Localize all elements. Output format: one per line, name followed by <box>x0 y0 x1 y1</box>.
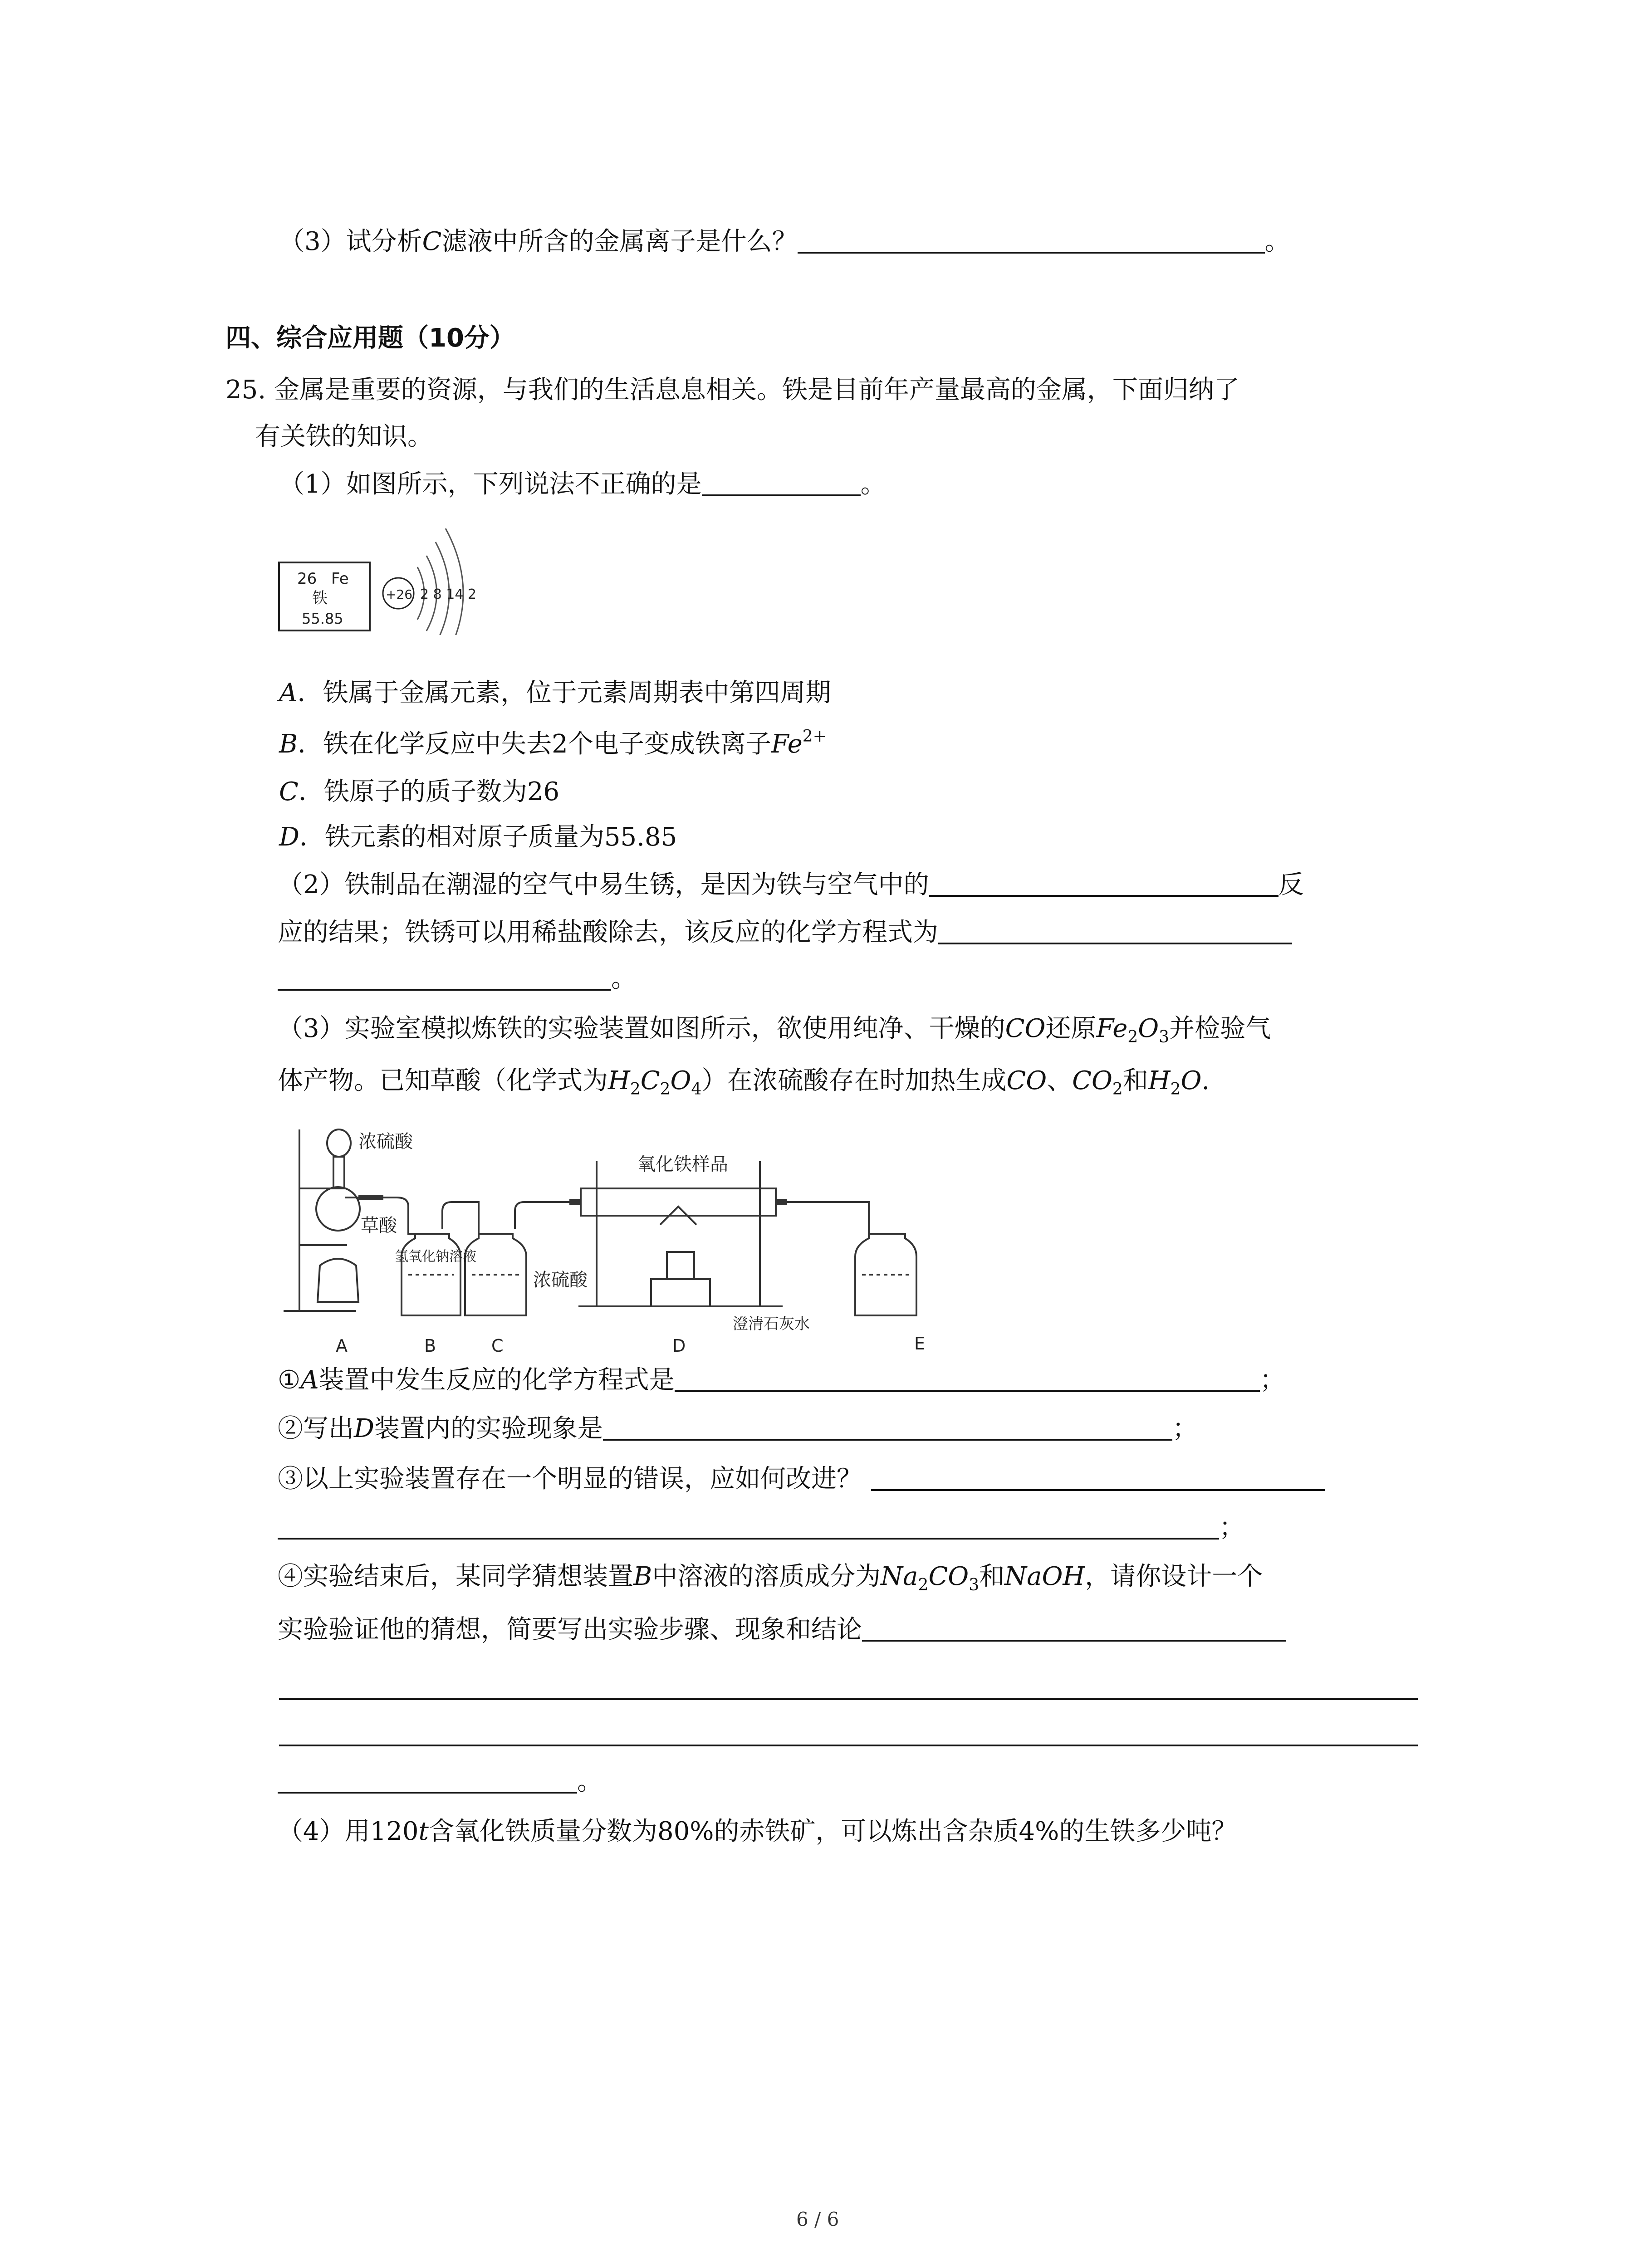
q25-part3-line1: （3）实验室模拟炼铁的实验装置如图所示，欲使用纯净、干燥的CO还原$Fe_2O_3$并检验气 <box>278 1014 1271 1046</box>
label-c: C <box>491 1336 504 1356</box>
atomic-mass: 55.85 <box>302 610 343 627</box>
q25-sub4-line5: 。 <box>278 1769 603 1794</box>
label-e: E <box>914 1334 926 1354</box>
label-a: A <box>336 1336 348 1356</box>
q25-stem-line2: 有关铁的知识。 <box>255 422 433 451</box>
option-c: C．铁原子的质子数为26 <box>279 777 560 807</box>
element-symbol: Fe <box>331 570 349 588</box>
ironmaking-apparatus-diagram <box>279 1116 987 1361</box>
page-number: 6 / 6 <box>796 2208 839 2230</box>
q25-part4: （4）用120t含氧化铁质量分数为80%的赤铁矿，可以炼出含杂质4%的生铁多少吨？ <box>278 1817 1237 1846</box>
option-b: B．铁在化学反应中失去2个电子变成铁离子$Fe^{2+}$ <box>279 727 827 759</box>
answer-blank[interactable] <box>938 924 1292 944</box>
answer-blank[interactable] <box>675 1372 1260 1392</box>
answer-blank[interactable] <box>871 1471 1325 1491</box>
label-oxalic: 草酸 <box>361 1215 397 1236</box>
answer-blank[interactable] <box>603 1421 1172 1441</box>
q25-sub3-line1: ③以上实验装置存在一个明显的错误，应如何改进？ <box>278 1466 1325 1492</box>
element-name: 铁 <box>312 589 328 607</box>
label-d: D <box>672 1336 686 1356</box>
label-b: B <box>424 1336 436 1356</box>
q25-sub4-line1: ④实验结束后，某同学猜想装置B中溶液的溶质成分为$Na_2CO_3$和NaOH，请你设计一个 <box>278 1562 1263 1594</box>
label-limewater: 澄清石灰水 <box>733 1315 810 1333</box>
answer-blank[interactable] <box>862 1622 1286 1642</box>
answer-line[interactable] <box>279 1698 1418 1700</box>
iron-element-diagram <box>277 513 513 635</box>
label-conc-acid-top: 浓硫酸 <box>358 1131 413 1152</box>
label-conc-acid-c: 浓硫酸 <box>533 1270 588 1290</box>
q25-part3-line2: 体产物。已知草酸（化学式为$H_2C_2O_4$）在浓硫酸存在时加热生成CO、$CO_2$和$H_2O$. <box>278 1066 1210 1099</box>
atomic-number: 26 <box>297 570 317 588</box>
label-sample: 氧化铁样品 <box>637 1154 728 1175</box>
answer-blank[interactable] <box>929 877 1279 897</box>
nucleus-charge: +26 <box>386 587 413 602</box>
q25-part2-line2: 应的结果；铁锈可以用稀盐酸除去，该反应的化学方程式为 <box>278 920 1292 945</box>
section-heading: 四、综合应用题（10分） <box>225 323 515 353</box>
answer-blank[interactable] <box>278 1774 577 1794</box>
q25-stem-line1: 25. 金属是重要的资源，与我们的生活息息相关。铁是目前年产量最高的金属，下面归纳了 <box>225 375 1239 405</box>
answer-blank[interactable] <box>278 971 611 991</box>
q25-part2-line1: （2）铁制品在潮湿的空气中易生锈，是因为铁与空气中的 反 <box>278 870 1304 899</box>
q25-part1: （1）如图所示，下列说法不正确的是 。 <box>279 469 886 499</box>
answer-blank[interactable] <box>278 1520 1219 1540</box>
label-naoh: 氢氧化钠溶液 <box>395 1249 476 1265</box>
q24-part3: （3）试分析C滤液中所含的金属离子是什么？ 。 <box>279 227 1290 256</box>
q25-sub2: ②写出D装置内的实验现象是 ； <box>278 1414 1198 1443</box>
option-a: A．铁属于金属元素，位于元素周期表中第四周期 <box>279 678 831 708</box>
electron-shells: 2 8 14 2 <box>420 587 477 602</box>
q25-part2-line3: 。 <box>278 966 637 992</box>
answer-blank[interactable] <box>702 476 861 496</box>
q25-sub3-line2: ； <box>278 1515 1244 1540</box>
answer-blank[interactable] <box>798 234 1265 254</box>
answer-line[interactable] <box>279 1745 1418 1746</box>
option-d: D．铁元素的相对原子质量为55.85 <box>279 822 677 852</box>
q25-sub4-line2: 实验验证他的猜想，简要写出实验步骤、现象和结论 <box>278 1617 1286 1642</box>
q25-sub1: ①A装置中发生反应的化学方程式是 ； <box>278 1365 1285 1395</box>
